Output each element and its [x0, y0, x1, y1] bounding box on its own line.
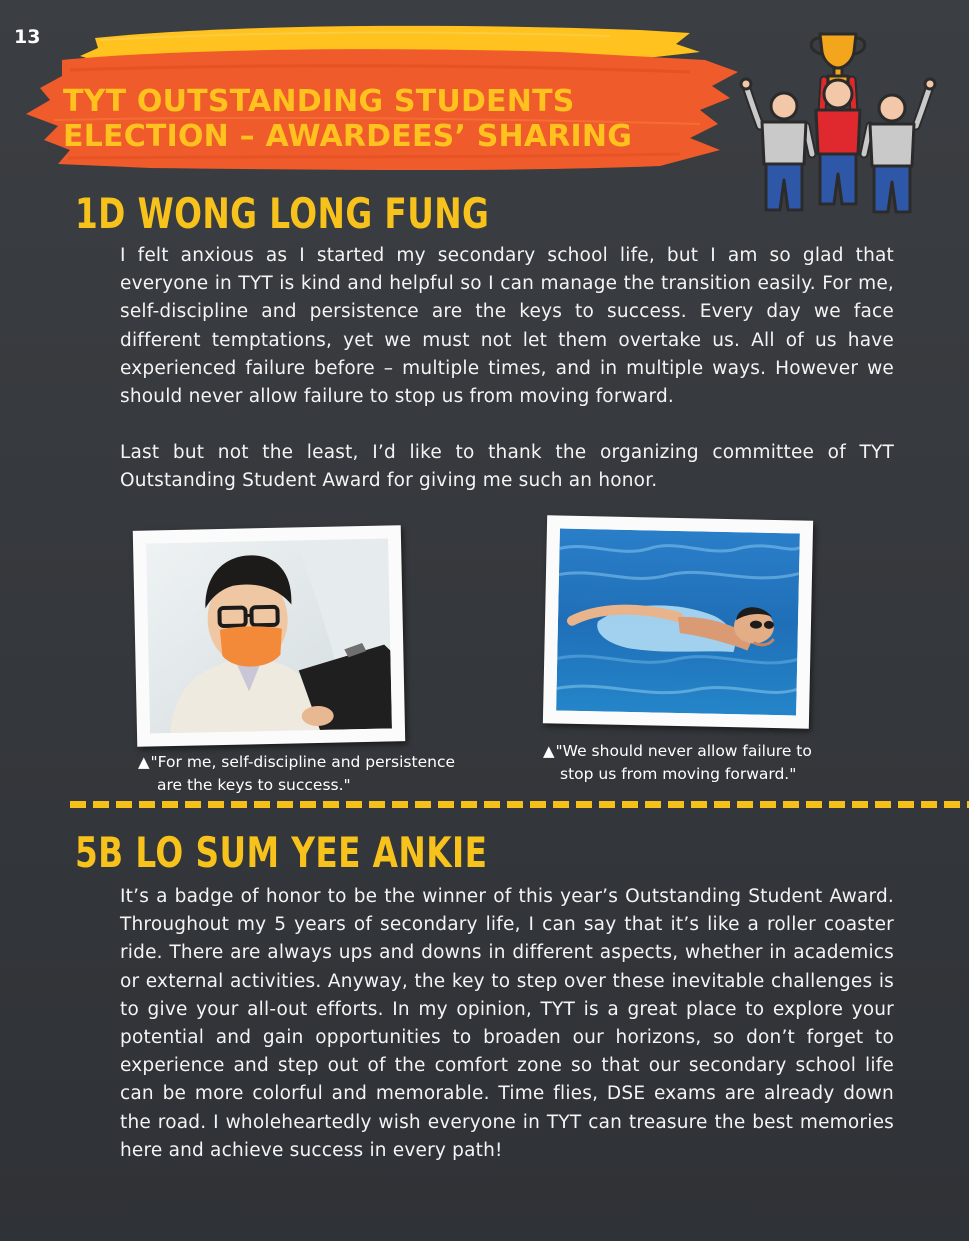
photo-caption-1 — [138, 751, 455, 797]
paragraph: Last but not the least, I’d like to thank the organizing committee of TYT Outstanding Student Award for giving me such an honor. — [120, 442, 894, 492]
caption-line: "We should never allow failure to — [555, 742, 812, 760]
page-title — [63, 84, 632, 154]
caption-line: stop us from moving forward." — [560, 765, 797, 783]
page-title-line-1: TYT OUTSTANDING STUDENTS — [63, 84, 575, 119]
paragraph: It’s a badge of honor to be the winner of this year’s Outstanding Student Award. Throughout my 5 years of secondary life, I can say that it’s like a roller coaster ride. There are always ups and downs in different aspects, whether in academics or external activities. Anyway, the key to step over these inevitable challenges is to give your all-out efforts. In my opinion, TYT is a great place to explore your potential and gain opportunities to broaden our horizons, so don’t forget to experience and step out of the comfort zone so that our secondary school life can be more colorful and memorable. Time flies, DSE exams are already down the road. I wholeheartedly wish everyone in TYT can treasure the best memories here and achieve success in every path! — [120, 886, 894, 1161]
caption-line: are the keys to success." — [157, 776, 351, 794]
section-heading-wong-long-fung: 1D WONG LONG FUNG — [75, 189, 490, 238]
page-number: 13 — [14, 26, 41, 48]
caption-line: "For me, self-discipline and persistence — [150, 753, 456, 771]
triangle-up-icon: ▲ — [543, 742, 555, 760]
section-heading-lo-sum-yee-ankie: 5B LO SUM YEE ANKIE — [75, 828, 488, 877]
photo-caption-2 — [543, 740, 812, 786]
photo-swimmer — [543, 515, 813, 729]
trophy-celebration-icon — [738, 28, 938, 224]
section-divider — [70, 801, 969, 808]
section-body-wong-long-fung — [120, 242, 894, 496]
paragraph: I felt anxious as I started my secondary school life, but I am so glad that everyone in TYT is kind and helpful so I can manage the transition easily. For me, self-discipline and persistence are the keys to success. Every day we face different temptations, yet we must not let them overtake us. All of us have experienced failure before – multiple times, and in multiple ways. However we should never allow failure to stop us from moving forward. — [120, 245, 894, 408]
section-body-lo-sum-yee-ankie — [120, 883, 894, 1165]
photo-student-clipboard — [133, 525, 405, 747]
triangle-up-icon: ▲ — [138, 753, 150, 771]
page-title-line-2: ELECTION – AWARDEES’ SHARING — [63, 119, 633, 154]
